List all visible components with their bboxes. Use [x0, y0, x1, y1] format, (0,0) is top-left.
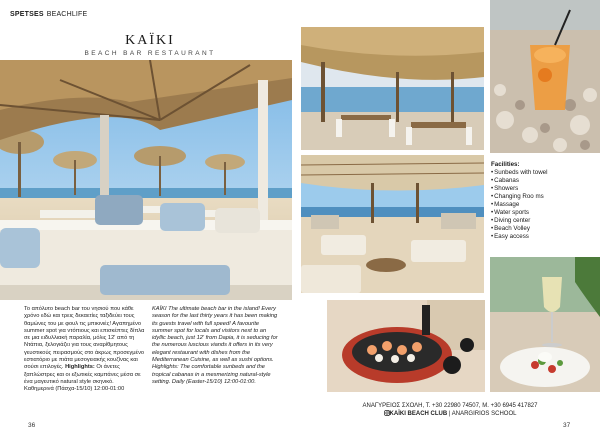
contact-phone-line: ΑΝΑΓΥΡΕΙΟΣ ΣΧΟΛΗ, Τ. +30 22980 74507, Μ. +30 6945 417827	[362, 403, 538, 409]
page-title: KAÏKI	[125, 33, 175, 48]
facility-item: • Sunbeds with towel	[491, 169, 587, 177]
beach-umbrellas-photo	[0, 60, 292, 300]
facility-item: • Diving center	[491, 217, 587, 225]
facility-item: • Massage	[491, 201, 587, 209]
facility-item: • Easy access	[491, 233, 587, 241]
sushi-platter-photo	[327, 300, 485, 392]
page-number-right: 37	[563, 422, 571, 429]
section-name: SPETSES	[10, 11, 44, 18]
english-highlights: The comfortable sunbeds and the tropical cabanas in a mesmerizing natural-style setting. Daily (Easter-15/10) 12:00-01:00.	[152, 364, 271, 385]
facility-item: • Water sports	[491, 209, 587, 217]
restaurant-terrace-photo	[301, 27, 484, 150]
facility-item: • Showers	[491, 185, 587, 193]
english-description	[152, 306, 278, 386]
facilities-title: Facilities:	[491, 161, 520, 168]
contact-info	[330, 402, 570, 418]
greek-highlights: Οι άνετες ξαπλώστρες και οι εξωτικές καμπάνες μέσα σε ένα μαγευτικό natural style σκηνικό. Καθημερινά (Πάσχα-15/10) 12:00-01:00	[24, 364, 141, 393]
facility-item: • Changing Roo ms	[491, 193, 587, 201]
english-body: KAÏKI The ultimate beach bar in the island! Every season for the last thirty years it has been making its guests travel with full speed! A favourite summer spot for locals and visitors next to an idyllic beach, just 12' from Dapia, it is seducing for the numerous luscious viands it offers in its very elegant restaurant with dishes from the Mediterranean Cuisine, as well as sushi options.	[152, 306, 278, 364]
greek-body: Το απόλυτο beach bar του νησιού που κάθε χρόνο εδώ και τρεις δεκαετίες ταξιδεύει τους θαμώνες του με φουλ τις μπικινιές! Αγαπημένο summer spot για ντόπιους και επισκέπτες δίπλα σε μια ειδυλλιακή παραλία, μόλις 12' από τη Ντάπια, ξελογιάζει για τους αναρίθμητους γευστικούς πειρασμούς στο άκρως προσεγμένο εστιατόριο με πιάτα μεσογειακής κουζίνας και σούσι επιλογές.	[24, 306, 145, 371]
facility-item: • Cabanas	[491, 177, 587, 185]
page-number-left: 36	[28, 422, 36, 429]
page-subtitle: BEACH BAR RESTAURANT	[84, 50, 216, 57]
facilities-list	[491, 161, 587, 241]
contact-social-line	[330, 410, 570, 418]
section-category: BEACHLIFE	[46, 11, 88, 18]
social-handle: KAÏKI BEACH CLUB	[389, 411, 448, 417]
section-header	[10, 11, 87, 18]
english-highlights-label: Highlights:	[152, 364, 179, 371]
beach-cabanas-photo	[301, 155, 484, 293]
social-location: | ANARGIRIOS SCHOOL	[447, 411, 517, 417]
facility-item: • Beach Volley	[491, 225, 587, 233]
greek-highlights-label: Highlights:	[65, 364, 95, 371]
cocktail-on-pebbles-photo	[490, 0, 600, 153]
salad-and-wine-photo	[490, 257, 600, 392]
greek-description	[24, 306, 145, 394]
